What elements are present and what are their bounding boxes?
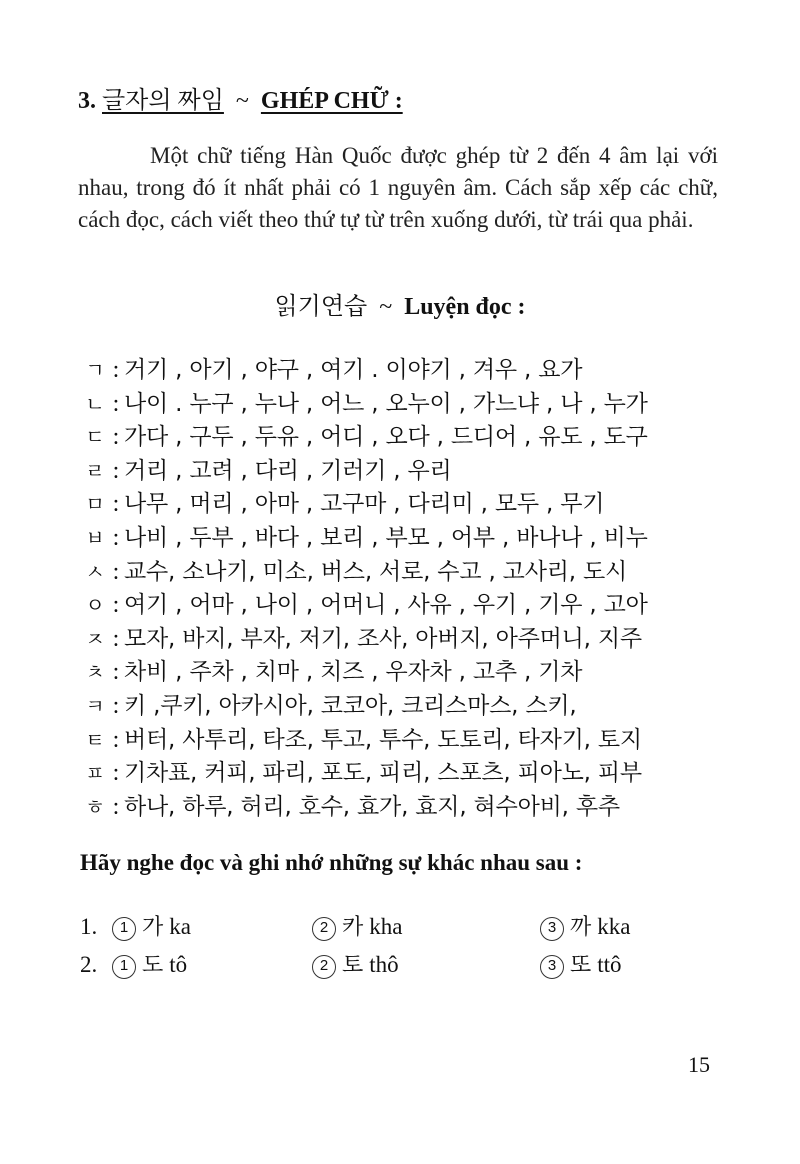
comparison-option xyxy=(540,908,630,947)
page-number: 15 xyxy=(688,1052,710,1077)
practice-subtitle-separator: ~ xyxy=(379,294,393,320)
practice-row: ㅅ : 교수, 소나기, 미소, 버스, 서로, 수고 , 고사리, 도시 xyxy=(82,556,722,590)
practice-words: 기차표, 커피, 파리, 포도, 피리, 스포츠, 피아노, 피부 xyxy=(124,760,642,787)
circled-number: 1 xyxy=(112,917,136,941)
practice-subtitle-vietnamese: Luyện đọc : xyxy=(404,294,526,320)
practice-row: ㄹ : 거리 , 고려 , 다리 , 기러기 , 우리 xyxy=(82,455,722,489)
practice-row: ㅊ : 차비 , 주차 , 치마 , 치즈 , 우자차 , 고추 , 기차 xyxy=(82,656,722,690)
romanization: thô xyxy=(369,952,399,977)
comparison-row xyxy=(80,908,700,946)
romanization: tô xyxy=(169,952,188,977)
section-title-korean: 글자의 짜임 xyxy=(102,88,224,114)
hangul-syllable: 토 xyxy=(342,953,364,978)
comparison-option xyxy=(312,946,399,985)
romanization: kha xyxy=(369,914,403,939)
consonant-label: ㅊ xyxy=(85,660,105,685)
section-title-vietnamese: GHÉP CHỮ : xyxy=(260,88,403,114)
practice-words: 나이 . 누구 , 누나 , 어느 , 오누이 , 가느냐 , 나 , 누가 xyxy=(124,390,648,417)
consonant-label: ㅎ xyxy=(85,794,105,819)
intro-paragraph: Một chữ tiếng Hàn Quốc được ghép từ 2 đến 4 âm lại với nhau, trong đó ít nhất phải có 1 nguyên âm. Cách sắp xếp các chữ, cách đọc, cách viết theo thứ tự từ trên xuống dưới, từ trái qua phải. xyxy=(78,143,718,232)
row-number: 2. xyxy=(80,952,98,977)
practice-row: ㅁ : 나무 , 머리 , 아마 , 고구마 , 다리미 , 모두 , 무기 xyxy=(82,488,722,522)
comparison-option xyxy=(540,946,622,985)
circled-number: 3 xyxy=(540,955,564,979)
consonant-label: ㄱ xyxy=(85,358,105,382)
row-number: 1. xyxy=(80,914,98,939)
consonant-label: ㅂ xyxy=(85,525,105,550)
sound-comparison-list xyxy=(80,908,700,984)
consonant-label: ㅍ xyxy=(85,761,105,786)
practice-subtitle-korean: 읽기연습 xyxy=(274,294,368,320)
practice-row: ㅈ : 모자, 바지, 부자, 저기, 조사, 아버지, 아주머니, 지주 xyxy=(82,623,722,657)
consonant-label: ㄴ xyxy=(85,391,105,416)
practice-row: ㅍ : 기차표, 커피, 파리, 포도, 피리, 스포츠, 피아노, 피부 xyxy=(82,757,722,791)
practice-words: 하나, 하루, 허리, 호수, 효가, 효지, 혀수아비, 후추 xyxy=(124,793,620,820)
consonant-label: ㅅ xyxy=(85,559,105,584)
practice-row: ㅋ : 키 ,쿠키, 아카시아, 코코아, 크리스마스, 스키, xyxy=(82,690,722,724)
section-heading xyxy=(78,80,403,115)
circled-number: 3 xyxy=(540,917,564,941)
consonant-label: ㅁ xyxy=(85,492,105,517)
practice-words: 차비 , 주차 , 치마 , 치즈 , 우자차 , 고추 , 기차 xyxy=(124,659,583,686)
practice-row: ㄷ : 가다 , 구두 , 두유 , 어디 , 오다 , 드디어 , 유도 , 도구 xyxy=(82,421,722,455)
comparison-row xyxy=(80,946,700,984)
practice-row: ㄴ : 나이 . 누구 , 누나 , 어느 , 오누이 , 가느냐 , 나 , 누가 xyxy=(82,388,722,422)
practice-words: 가다 , 구두 , 두유 , 어디 , 오다 , 드디어 , 유도 , 도구 xyxy=(124,424,648,451)
consonant-label: ㅇ xyxy=(85,593,105,618)
section-title-separator: ~ xyxy=(235,88,249,114)
hangul-syllable: 도 xyxy=(142,953,164,978)
practice-words: 거리 , 고려 , 다리 , 기러기 , 우리 xyxy=(124,457,452,484)
consonant-label: ㄹ xyxy=(85,458,105,483)
listening-instruction: Hãy nghe đọc và ghi nhớ những sự khác nhau sau : xyxy=(80,850,583,875)
hangul-syllable: 까 xyxy=(570,915,592,940)
romanization: kka xyxy=(597,914,631,939)
comparison-option xyxy=(112,946,187,985)
practice-row: ㅇ : 여기 , 어마 , 나이 , 어머니 , 사유 , 우기 , 기우 , 고아 xyxy=(82,589,722,623)
practice-words: 버터, 사투리, 타조, 투고, 투수, 도토리, 타자기, 토지 xyxy=(124,726,642,753)
consonant-label: ㅈ xyxy=(85,626,105,651)
practice-row: ㅌ : 버터, 사투리, 타조, 투고, 투수, 도토리, 타자기, 토지 xyxy=(82,724,722,758)
romanization: ka xyxy=(169,914,191,939)
circled-number: 2 xyxy=(312,917,336,941)
practice-words: 모자, 바지, 부자, 저기, 조사, 아버지, 아주머니, 지주 xyxy=(124,625,642,652)
consonant-label: ㅌ xyxy=(85,727,105,752)
practice-words: 여기 , 어마 , 나이 , 어머니 , 사유 , 우기 , 기우 , 고아 xyxy=(124,592,648,619)
practice-row: ㅂ : 나비 , 두부 , 바다 , 보리 , 부모 , 어부 , 바나나 , 비누 xyxy=(82,522,722,556)
reading-practice-list xyxy=(82,354,722,824)
practice-words: 나무 , 머리 , 아마 , 고구마 , 다리미 , 모두 , 무기 xyxy=(124,491,605,518)
comparison-option xyxy=(312,908,402,947)
consonant-label: ㄷ xyxy=(85,425,105,450)
romanization: ttô xyxy=(597,952,622,977)
hangul-syllable: 카 xyxy=(342,915,364,940)
comparison-option xyxy=(112,908,191,947)
circled-number: 1 xyxy=(112,955,136,979)
practice-row: ㄱ : 거기 , 아기 , 야구 , 여기 . 이야기 , 겨우 , 요가 xyxy=(82,354,722,388)
circled-number: 2 xyxy=(312,955,336,979)
hangul-syllable: 가 xyxy=(142,915,164,940)
consonant-label: ㅋ xyxy=(85,693,105,718)
practice-words: 나비 , 두부 , 바다 , 보리 , 부모 , 어부 , 바나나 , 비누 xyxy=(124,524,648,551)
practice-row: ㅎ : 하나, 하루, 허리, 호수, 효가, 효지, 혀수아비, 후추 xyxy=(82,791,722,825)
practice-words: 교수, 소나기, 미소, 버스, 서로, 수고 , 고사리, 도시 xyxy=(124,558,627,585)
section-number: 3. xyxy=(78,88,96,114)
hangul-syllable: 또 xyxy=(570,953,592,978)
practice-subtitle xyxy=(0,286,800,321)
practice-words: 키 ,쿠키, 아카시아, 코코아, 크리스마스, 스키, xyxy=(124,692,577,719)
practice-words: 거기 , 아기 , 야구 , 여기 . 이야기 , 겨우 , 요가 xyxy=(124,357,583,383)
